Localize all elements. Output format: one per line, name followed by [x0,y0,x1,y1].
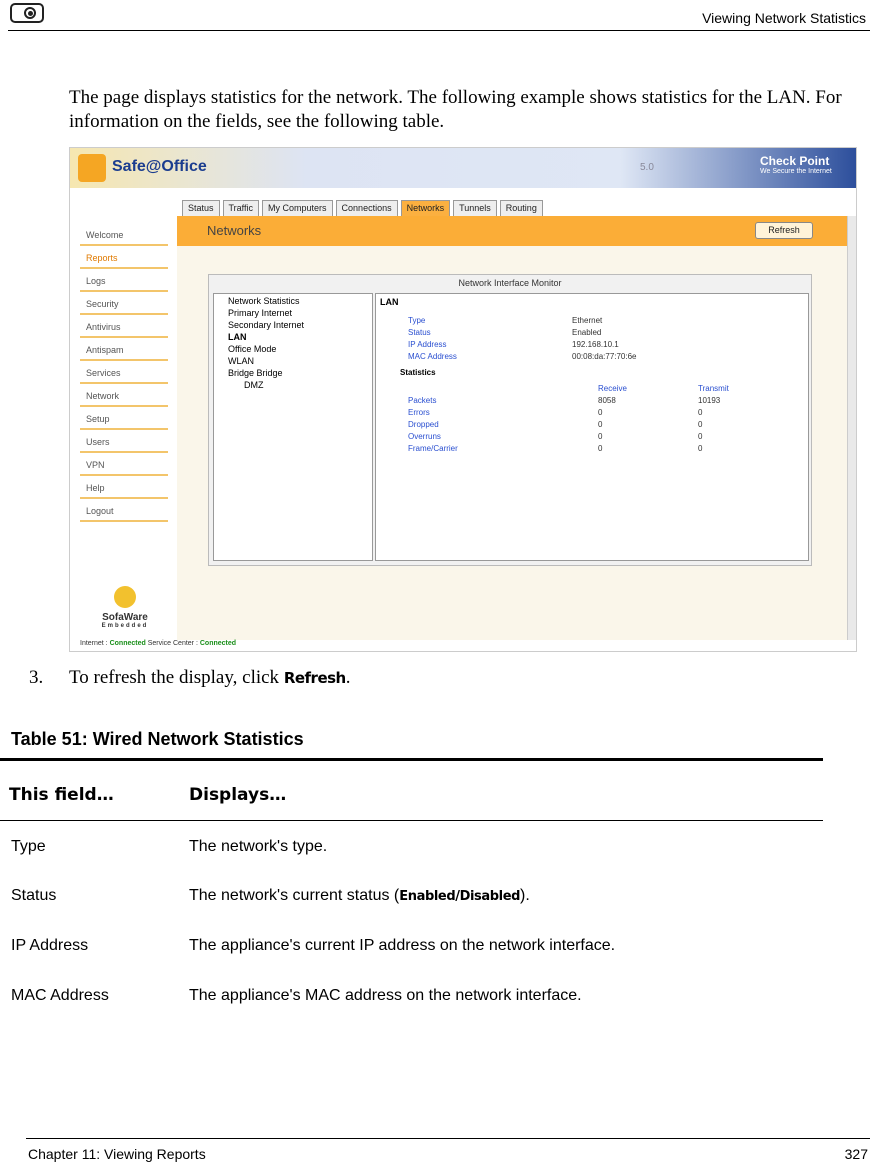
nav-welcome[interactable]: Welcome [80,224,168,246]
stat-rx-frame-carrier: 0 [598,444,603,453]
lan-heading: LAN [380,297,399,307]
tab-my-computers[interactable]: My Computers [262,200,333,216]
table-header-field: This field… [9,785,114,805]
field-value-mac: 00:08:da:77:70:6e [572,352,637,361]
tree-item-lan[interactable]: LAN [228,332,247,342]
stat-label-errors: Errors [408,408,430,417]
tree-item-office-mode[interactable]: Office Mode [228,344,277,354]
stat-rx-dropped: 0 [598,420,603,429]
tree-item-network-statistics[interactable]: Network Statistics [228,296,300,306]
col-transmit: Transmit [698,384,729,393]
nav-help[interactable]: Help [80,477,168,499]
field-label-mac: MAC Address [408,352,457,361]
col-receive: Receive [598,384,627,393]
row-desc-mac-address: The appliance's MAC address on the network interface. [189,987,582,1004]
nav-reports[interactable]: Reports [80,247,168,269]
lan-details-pane [375,293,809,561]
tab-routing[interactable]: Routing [500,200,543,216]
stat-label-dropped: Dropped [408,420,439,429]
internet-status: Connected [109,640,146,647]
statistics-heading: Statistics [400,368,436,377]
service-center-label: Service Center : [147,640,198,647]
app-banner [70,148,856,188]
page-number: 327 [844,1146,868,1162]
table-header-rule [0,820,823,821]
tree-item-bridge[interactable]: Bridge Bridge [228,368,283,378]
status-desc-values: Enabled/Disabled [399,889,521,904]
network-tree [213,293,373,561]
vendor-tagline: We Secure the Internet [760,168,832,175]
vendor-logo [760,154,850,184]
sofaware-logo [90,586,160,629]
stat-label-packets: Packets [408,396,437,405]
tab-traffic[interactable]: Traffic [223,200,260,216]
status-desc-before: The network's current status ( [189,887,400,904]
intro-paragraph: The page displays statistics for the network. The following example shows statistics for the LAN. For information on the fields, see the following table. [69,87,842,132]
stat-label-frame-carrier: Frame/Carrier [408,444,458,453]
step-text-before: To refresh the display, click [69,667,284,688]
nav-antispam[interactable]: Antispam [80,339,168,361]
sofaware-name: SofaWare [102,612,148,623]
table-caption: Table 51: Wired Network Statistics [11,729,304,749]
nav-antivirus[interactable]: Antivirus [80,316,168,338]
stat-tx-frame-carrier: 0 [698,444,703,453]
tree-item-dmz[interactable]: DMZ [244,380,264,390]
field-value-status: Enabled [572,328,602,337]
sidebar [70,188,176,640]
footer-rule [26,1138,870,1139]
network-interface-monitor [208,274,812,566]
field-value-type: Ethernet [572,316,603,325]
vendor-name: Check Point [760,154,830,168]
field-label-status: Status [408,328,431,337]
table-header-displays: Displays… [189,785,287,805]
sofaware-sub: Embedded [101,623,149,629]
embedded-screenshot [69,147,857,652]
footer-chapter: Chapter 11: Viewing Reports [28,1146,206,1162]
tab-connections[interactable]: Connections [336,200,398,216]
top-tabs [182,200,546,216]
row-desc-type: The network's type. [189,838,328,855]
row-field-status: Status [11,887,57,904]
vertical-scrollbar[interactable] [847,216,857,640]
stat-tx-overruns: 0 [698,432,703,441]
table-top-rule [0,758,823,761]
nav-logs[interactable]: Logs [80,270,168,292]
nav-vpn[interactable]: VPN [80,454,168,476]
nav-users[interactable]: Users [80,431,168,453]
internet-label: Internet : [80,640,108,647]
nav-setup[interactable]: Setup [80,408,168,430]
tab-networks[interactable]: Networks [401,200,451,216]
running-header-title: Viewing Network Statistics [702,10,866,26]
tab-tunnels[interactable]: Tunnels [453,200,497,216]
row-field-type: Type [11,838,46,855]
field-value-ip: 192.168.10.1 [572,340,619,349]
stat-tx-errors: 0 [698,408,703,417]
nav-services[interactable]: Services [80,362,168,384]
tab-status[interactable]: Status [182,200,220,216]
page-title: Networks [207,223,262,238]
stat-rx-errors: 0 [598,408,603,417]
app-status-bar [70,640,856,651]
stat-tx-packets: 10193 [698,396,721,405]
refresh-button[interactable]: Refresh [755,222,813,239]
row-desc-status [189,887,530,905]
field-label-type: Type [408,316,426,325]
tree-item-secondary-internet[interactable]: Secondary Internet [228,320,305,330]
step-number: 3. [29,667,44,688]
version-label: 5.0 [640,162,654,173]
step-text [69,667,351,689]
stat-tx-dropped: 0 [698,420,703,429]
field-label-ip: IP Address [408,340,447,349]
sofaware-mascot-icon [114,586,136,608]
brand-name: Safe@Office [112,158,207,175]
row-field-mac-address: MAC Address [11,987,109,1004]
header-rule [8,30,870,31]
stat-label-overruns: Overruns [408,432,441,441]
step-button-name: Refresh [283,669,346,687]
status-desc-after: ). [520,887,530,904]
row-field-ip-address: IP Address [11,937,89,954]
safe-office-logo-icon [78,154,106,182]
page-title-bar [177,216,847,246]
service-center-status: Connected [199,640,237,647]
monitor-title: Network Interface Monitor [458,278,562,288]
tree-item-primary-internet[interactable]: Primary Internet [228,308,293,318]
nav-security[interactable]: Security [80,293,168,315]
stat-rx-packets: 8058 [598,396,616,405]
step-text-after: . [345,667,351,688]
row-desc-ip-address: The appliance's current IP address on the network interface. [189,937,616,954]
nav-logout[interactable]: Logout [80,500,168,522]
tree-item-wlan[interactable]: WLAN [228,356,255,366]
stat-rx-overruns: 0 [598,432,603,441]
camera-lens-icon [10,3,44,23]
nav-network[interactable]: Network [80,385,168,407]
